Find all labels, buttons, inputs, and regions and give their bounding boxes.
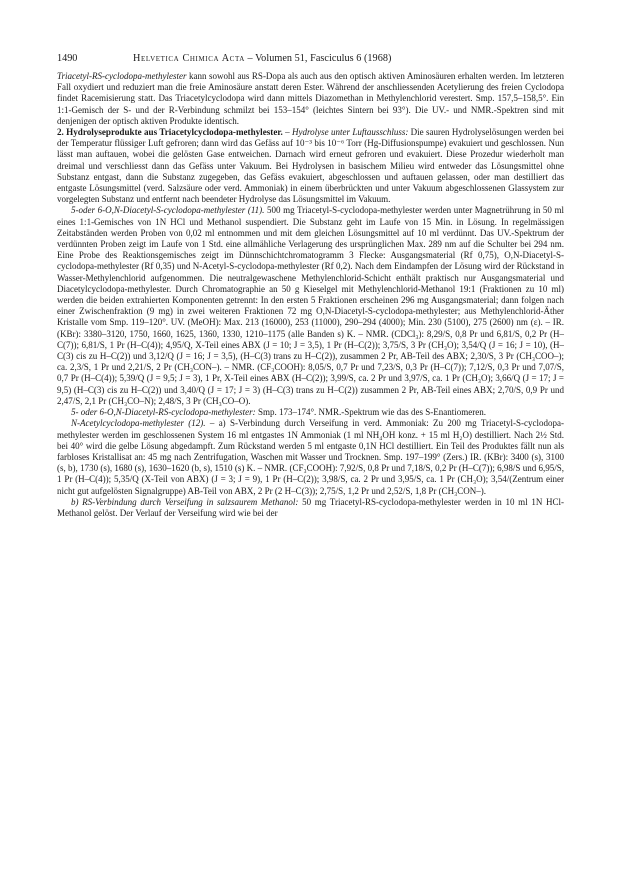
paragraph-lead: N-Acetylcyclodopa-methylester (12). bbox=[71, 418, 206, 429]
paragraph-text: Die sauren Hydrolyselösungen werden bei der Temperatur flüssiger Luft gefroren; dann wird das Gefäss auf 10⁻³ bis 10⁻⁶ Torr (Hg-Diffusionspumpe) evakuiert und geschlossen. Nun lässt man auftauen, wobei die gelösten Gase entweichen. Darnach wird erneut gefroren und evakuiert. Diese Prozedur wiederholt man dreimal und verschliesst dann das Gefäss unter Vakuum. Bei Hydrolysen in basischem Milieu wird entweder das Lösungsmittel ohne Substanz entgast, dann die Substanz zugegeben, das Gefäss evakuiert, abgeschlossen und auftauen gelassen, oder man destilliert das entgaste Lösungsmittel (verd. Salzsäure oder verd. Ammoniak) in einem überbrückten und unter Vakuum abgeschlossenen Glassystem zur vorgelegten Substanz und entfernt nach beendeter Hydrolyse das Lösungsmittel im Vakuum. bbox=[57, 127, 564, 205]
paragraph bbox=[57, 71, 564, 127]
volume-info: – Volumen 51, Fasciculus 6 (1968) bbox=[247, 53, 392, 64]
running-title bbox=[133, 52, 391, 66]
article-body bbox=[57, 71, 564, 876]
paragraph-text: 500 mg Triacetyl-S-cyclodopa-methylester werden unter Magnetrührung in 50 ml eines 1:1-Gemisches von 1N HCl und Methanol suspendiert. Die Substanz geht im Laufe von 15 Min. in Lösung. In regelmässigen Zeitabständen werden Proben von 0,02 ml entnommen und mit dem gleichen Lösungsmittel auf 10 ml verdünnt. Das UV.-Spektrum der verdünnten Proben zeigt im Laufe von 1 Std. eine allmähliche Verlagerung des ursprünglichen Max. 289 nm auf die Schulter bei 294 nm. Eine Probe des Reaktionsgemisches zeigt im Dünnschichtchromatogramm 3 Flecke: Ausgangsmaterial (Rf 0,75), O,N-Diacetyl-S-cyclodopa-methylester (Rf 0,35) und N-Acetyl-S-cyclodopa-methylester (Rf 0,2). Nach dem Eindampfen der Lösung wird der Rückstand in Wasser-Methylenchlorid aufgenommen. Die neutralgewaschene Methylenchlorid-Schicht enthält praktisch nur Ausgangsmaterial und Diacetylcyclodopa-methylester. Durch Chromatographie an 50 g Kieselgel mit Methylenchlorid-Methanol 19:1 (Fraktionen zu 10 ml) werden die beiden extrahierten Komponenten getrennt: In den ersten 5 Fraktionen erscheinen 296 mg Ausgangsmaterial; dann folgen nach einer Zwischenfraktion (9 mg) in zwei weiteren Fraktionen 72 mg O,N-Diacetyl-S-cyclodopa-methylester; aus Methylenchlorid-Äther Kristalle vom Smp. 119–120°. UV. (MeOH): Max. 213 (16000), 253 (11000), 290–294 (4000); Min. 230 (5100), 275 (2600) nm (ε). – IR. (KBr): 3380–3120, 1750, 1660, 1625, 1360, 1330, 1210–1175 (alle Banden s) K. – NMR. (CDCl₃): 8,29/S, 0,8 Pr und 6,81/S, 0,2 Pr (H–C(7)); 6,81/S, 1 Pr (H–C(4)); 4,95/Q, X-Teil eines ABX (J = 10; J = 3,5), 1 Pr (H–C(2)); 3,75/S, 3 Pr (CH₃O); 3,54/Q (J = 16; J = 10), (H–C(3) cis zu H–C(2)) und 3,12/Q (J = 16; J = 3,5), (H–C(3) trans zu H–C(2)), zusammen 2 Pr, AB-Teil des ABX; 2,30/S, 3 Pr (CH₃COO–); ca. 2,3/S, 1 Pr und 2,21/S, 2 Pr (CH₃CON–). – NMR. (CF₃COOH): 8,05/S, 0,7 Pr und 7,23/S, 0,3 Pr (H–C(7)); 7,12/S, 0,3 Pr und 7,07/S, 0,7 Pr (H–C(4)); 5,39/Q (J = 9,5; J = 3), 1 Pr, X-Teil eines ABX (H–C(2)); 3,99/S, ca. 2 Pr und 3,97/S, ca. 1 Pr (CH₃O); 3,66/Q (J = 17; J = 9,5) (H–C(3) cis zu H–C(2)) und 3,40/Q (J = 17; J = 3) (H–C(3) trans zu H–C(2)) zusammen 2 Pr, AB-Teil eines ABX; 2,70/S, 0,9 Pr und 2,47/S, 2,1 Pr (CH₃CO–N); 2,48/S, 3 Pr (CH₃CO–O). bbox=[57, 205, 564, 406]
journal-name: Helvetica Chimica Acta bbox=[133, 53, 245, 64]
running-header bbox=[57, 52, 564, 66]
page-number: 1490 bbox=[57, 53, 78, 64]
paragraph-text: 50 mg Triacetyl-RS-cyclodopa-methylester werden in 10 ml 1N HCl-Methanol gelöst. Der Verlauf der Verseifung wird wie bei der bbox=[57, 496, 564, 518]
section-heading: 2. Hydrolyseprodukte aus Triacetylcyclodopa-methylester. bbox=[57, 127, 283, 138]
paragraph-text: – a) S-Verbindung durch Verseifung in verd. Ammoniak: Zu 200 mg Triacetyl-S-cyclodopa-methylester werden im geschlossenen System 16 ml entgastes 1N Ammoniak (1 ml NH₄OH konz. + 15 ml H₂O) destilliert. Nach 2½ Std. bei 40° wird die gelbe Lösung abgedampft. Zum Rückstand werden 5 ml entgaste 0,1N HCl destilliert. Ein Teil des Produktes fällt nun als farbloses Kristallisat an: 45 mg nach Zentrifugation, Waschen mit Wasser und Trocknen. Smp. 197–199° (Zers.) IR. (KBr): 3400 (s), 3100 (s, b), 1730 (s), 1680 (s), 1630–1620 (b, s), 1510 (s) K. – NMR. (CF₃COOH): 7,92/S, 0,8 Pr und 7,18/S, 0,2 Pr (H–C(7)); 6,98/S und 6,95/S, 1 Pr (H–C(4)); 5,35/Q (X-Teil von ABX) (J = 3; J = 9), 1 Pr (H–C(2)); 3,98/S, ca. 2 Pr und 3,95/S, ca. 1 Pr (CH₃O); 3,54/(Zentrum einer nicht gut aufgelösten Signalgruppe) AB-Teil von ABX, 2 Pr (2 H–C(3)); 2,75/S, 1,2 Pr und 2,52/S, 1,8 Pr (CH₃CON–). bbox=[57, 418, 564, 496]
paragraph-text: kann sowohl aus RS-Dopa als auch aus den optisch aktiven Aminosäuren erhalten werden. Im letzteren Fall oxydiert und reduziert man die freie Aminosäure anstatt deren Ester. Während der anschliessenden Acetylierung des freien Cyclodopa findet Racemisierung statt. Das Triacetylcyclodopa wird dann mittels Diazomethan in Methylenchlorid verestert. Smp. 157,5–158,5°. Ein 1:1-Gemisch der S- und der R-Verbindung schmilzt bei 153–154° (leichtes Sintern bei 93°). Die UV.- und NMR.-Spektren sind mit denjenigen der optisch aktiven Produkte identisch. bbox=[57, 71, 564, 126]
paragraph-lead: b) RS-Verbindung durch Verseifung in salzsaurem Methanol: bbox=[71, 496, 299, 507]
paragraph bbox=[57, 497, 564, 519]
paragraph bbox=[57, 418, 564, 496]
paragraph bbox=[57, 205, 564, 407]
paragraph-lead: 5-oder 6-O,N-Diacetyl-S-cyclodopa-methylester (11). bbox=[71, 205, 265, 216]
paragraph-lead: 5- oder 6-O,N-Diacetyl-RS-cyclodopa-methylester: bbox=[71, 407, 256, 418]
paragraph bbox=[57, 407, 564, 418]
paragraph-text: Smp. 173–174°. NMR.-Spektrum wie das des S-Enantiomeren. bbox=[255, 407, 487, 418]
paragraph-lead: – Hydrolyse unter Luftausschluss: bbox=[282, 127, 409, 138]
paragraph-lead: Triacetyl-RS-cyclodopa-methylester bbox=[57, 71, 187, 81]
